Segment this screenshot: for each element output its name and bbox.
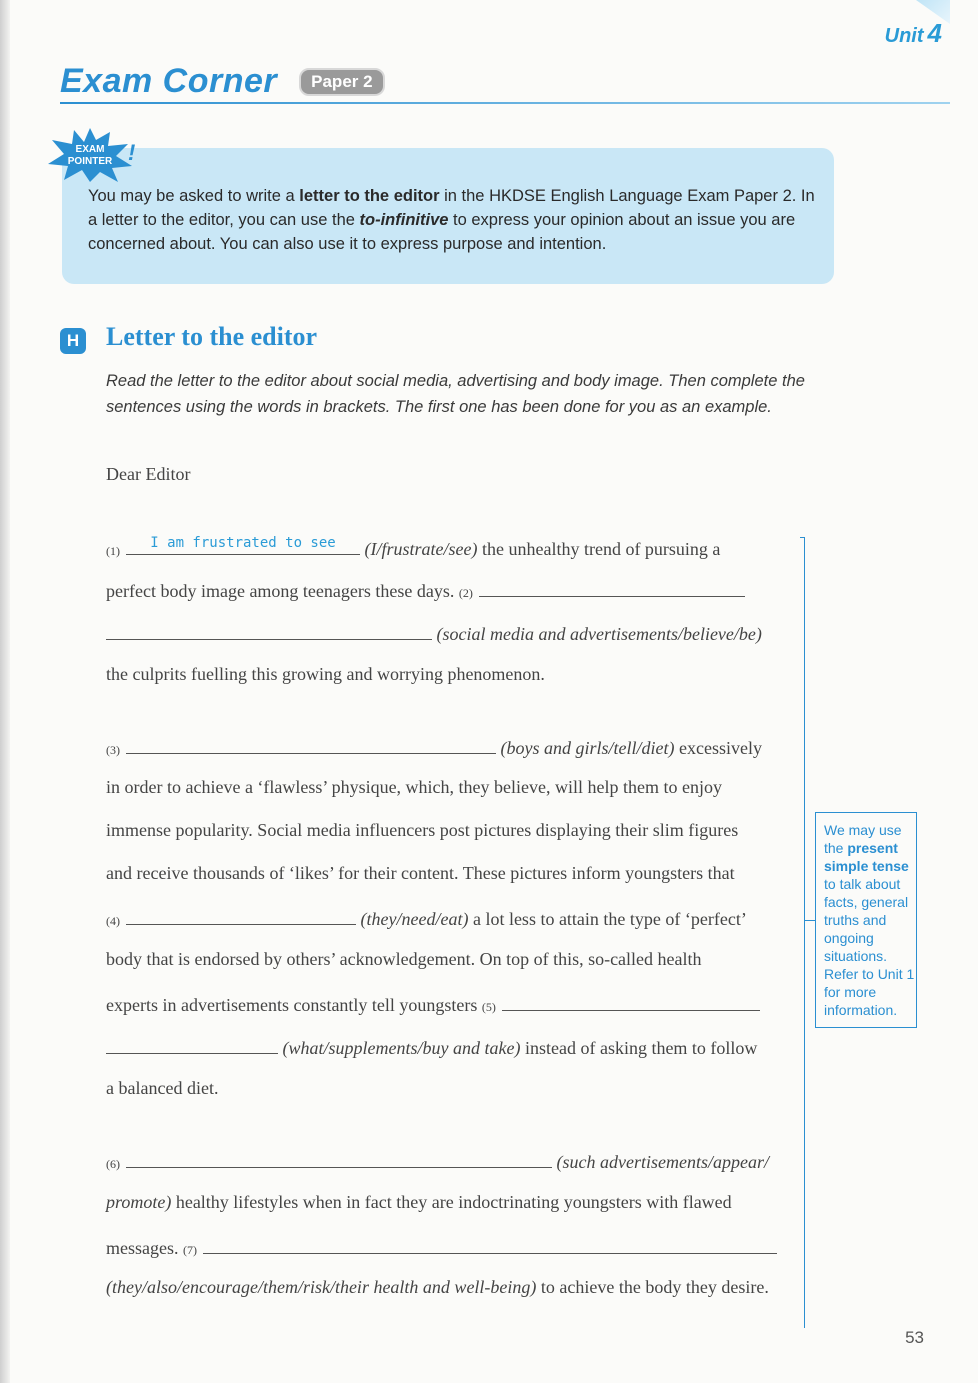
answer-blank-5a[interactable] [502, 992, 760, 1011]
exam-corner-title: Exam Corner [60, 62, 278, 100]
letter-line [106, 992, 760, 1016]
letter-text: a lot less to attain the type of ‘perfect’ [468, 909, 747, 929]
grammar-side-note [815, 812, 917, 1028]
word-hint: (social media and advertisements/believe/be) [436, 624, 762, 644]
pointer-text-part: to express your opinion about an issue you are concerned about. You can also use it to express purpose and intention. [88, 211, 796, 253]
blank-number: (5) [481, 1000, 496, 1014]
pointer-text-part: You may be asked to write a [88, 187, 300, 205]
letter-line [106, 578, 745, 602]
blank-number: (1) [106, 544, 120, 558]
side-bracket [800, 537, 805, 1328]
exam-pointer-text [88, 184, 818, 256]
letter-line [106, 1192, 732, 1213]
answer-blank-2b[interactable] [106, 621, 432, 640]
answer-blank-2a[interactable] [479, 578, 745, 597]
blank-number: (4) [106, 914, 120, 928]
page-binding-edge [0, 0, 10, 1383]
word-hint: (what/supplements/buy and take) [282, 1038, 521, 1058]
unit-tag [885, 18, 948, 49]
answer-blank-4[interactable] [126, 906, 356, 925]
side-note-bold: present simple tense [824, 840, 909, 874]
letter-salutation: Dear Editor [106, 464, 191, 484]
letter-text: the unhealthy trend of pursuing a [477, 539, 721, 559]
word-hint: (they/also/encourage/them/risk/their health and well-being) [106, 1277, 537, 1297]
exam-pointer-mark: ! [128, 140, 136, 165]
blank-number: (3) [106, 743, 120, 757]
letter-line [106, 1035, 757, 1059]
word-hint: (I/frustrate/see) [364, 539, 478, 559]
header-rule [60, 102, 950, 104]
letter-line [106, 1235, 777, 1259]
letter-line: the culprits fuelling this growing and worrying phenomenon. [106, 664, 545, 684]
section-title: Letter to the editor [106, 322, 318, 351]
answer-blank-1[interactable] [126, 536, 360, 555]
pointer-text-bold: letter to the editor [299, 187, 440, 205]
word-hint: (boys and girls/tell/diet) [500, 738, 675, 758]
section-instructions: Read the letter to the editor about social media, advertising and body image. Then complete the sentences using the words in brackets. The first one has been done for you as an example. [106, 372, 805, 416]
unit-label: Unit [884, 25, 924, 47]
side-note-text: We may use the [824, 822, 902, 856]
letter-line: in order to achieve a ‘flawless’ physique, which, they believe, will help them to enjoy [106, 777, 722, 797]
pointer-text-part: in the HKDSE English Language Exam Paper 2. In a letter to the editor, you can use the [88, 187, 815, 229]
word-hint: (such advertisements/appear/ [556, 1152, 769, 1172]
letter-text: instead of asking them to follow [520, 1038, 758, 1058]
answer-blank-7[interactable] [203, 1235, 777, 1254]
paper-badge: Paper 2 [299, 68, 384, 96]
letter-text: perfect body image among teenagers these days. [106, 581, 455, 601]
letter-line: and receive thousands of ‘likes’ for their content. These pictures inform youngsters that [106, 863, 735, 883]
letter-text: to achieve the body they desire. [536, 1277, 769, 1297]
blank-number: (7) [182, 1243, 197, 1257]
letter-line: body that is endorsed by others’ acknowledgement. On top of this, so-called health [106, 949, 702, 969]
word-hint: (they/need/eat) [360, 909, 469, 929]
letter-line: a balanced diet. [106, 1078, 219, 1098]
blank-number: (2) [458, 586, 473, 600]
exam-corner-header [60, 62, 385, 101]
answer-text-1: I am frustrated to see [150, 535, 336, 551]
pointer-text-bold-italic: to-infinitive [359, 211, 449, 229]
letter-text: excessively [674, 738, 762, 758]
blank-number: (6) [106, 1157, 120, 1171]
letter-text: messages. [106, 1238, 179, 1258]
letter-line [106, 1149, 769, 1173]
answer-blank-5b[interactable] [106, 1035, 278, 1054]
letter-text: healthy lifestyles when in fact they are indoctrinating youngsters with flawed [171, 1192, 732, 1212]
letter-line [106, 621, 762, 645]
letter-line [106, 735, 762, 759]
answer-blank-3[interactable] [126, 735, 496, 754]
letter-line [106, 536, 720, 560]
letter-text: experts in advertisements constantly tell youngsters [106, 995, 478, 1015]
exam-pointer-label: EXAM POINTER [67, 144, 113, 167]
letter-line [106, 1277, 769, 1298]
section-badge: H [60, 328, 86, 354]
word-hint: promote) [106, 1192, 172, 1212]
side-note-text: to talk about facts, general truths and ongoing situations. Refer to Unit 1 for more information. [824, 876, 915, 1018]
page-number: 53 [905, 1328, 924, 1347]
answer-blank-6[interactable] [126, 1149, 552, 1168]
letter-line [106, 906, 747, 930]
letter-line: immense popularity. Social media influencers post pictures displaying their slim figures [106, 820, 739, 840]
unit-number: 4 [927, 18, 942, 48]
